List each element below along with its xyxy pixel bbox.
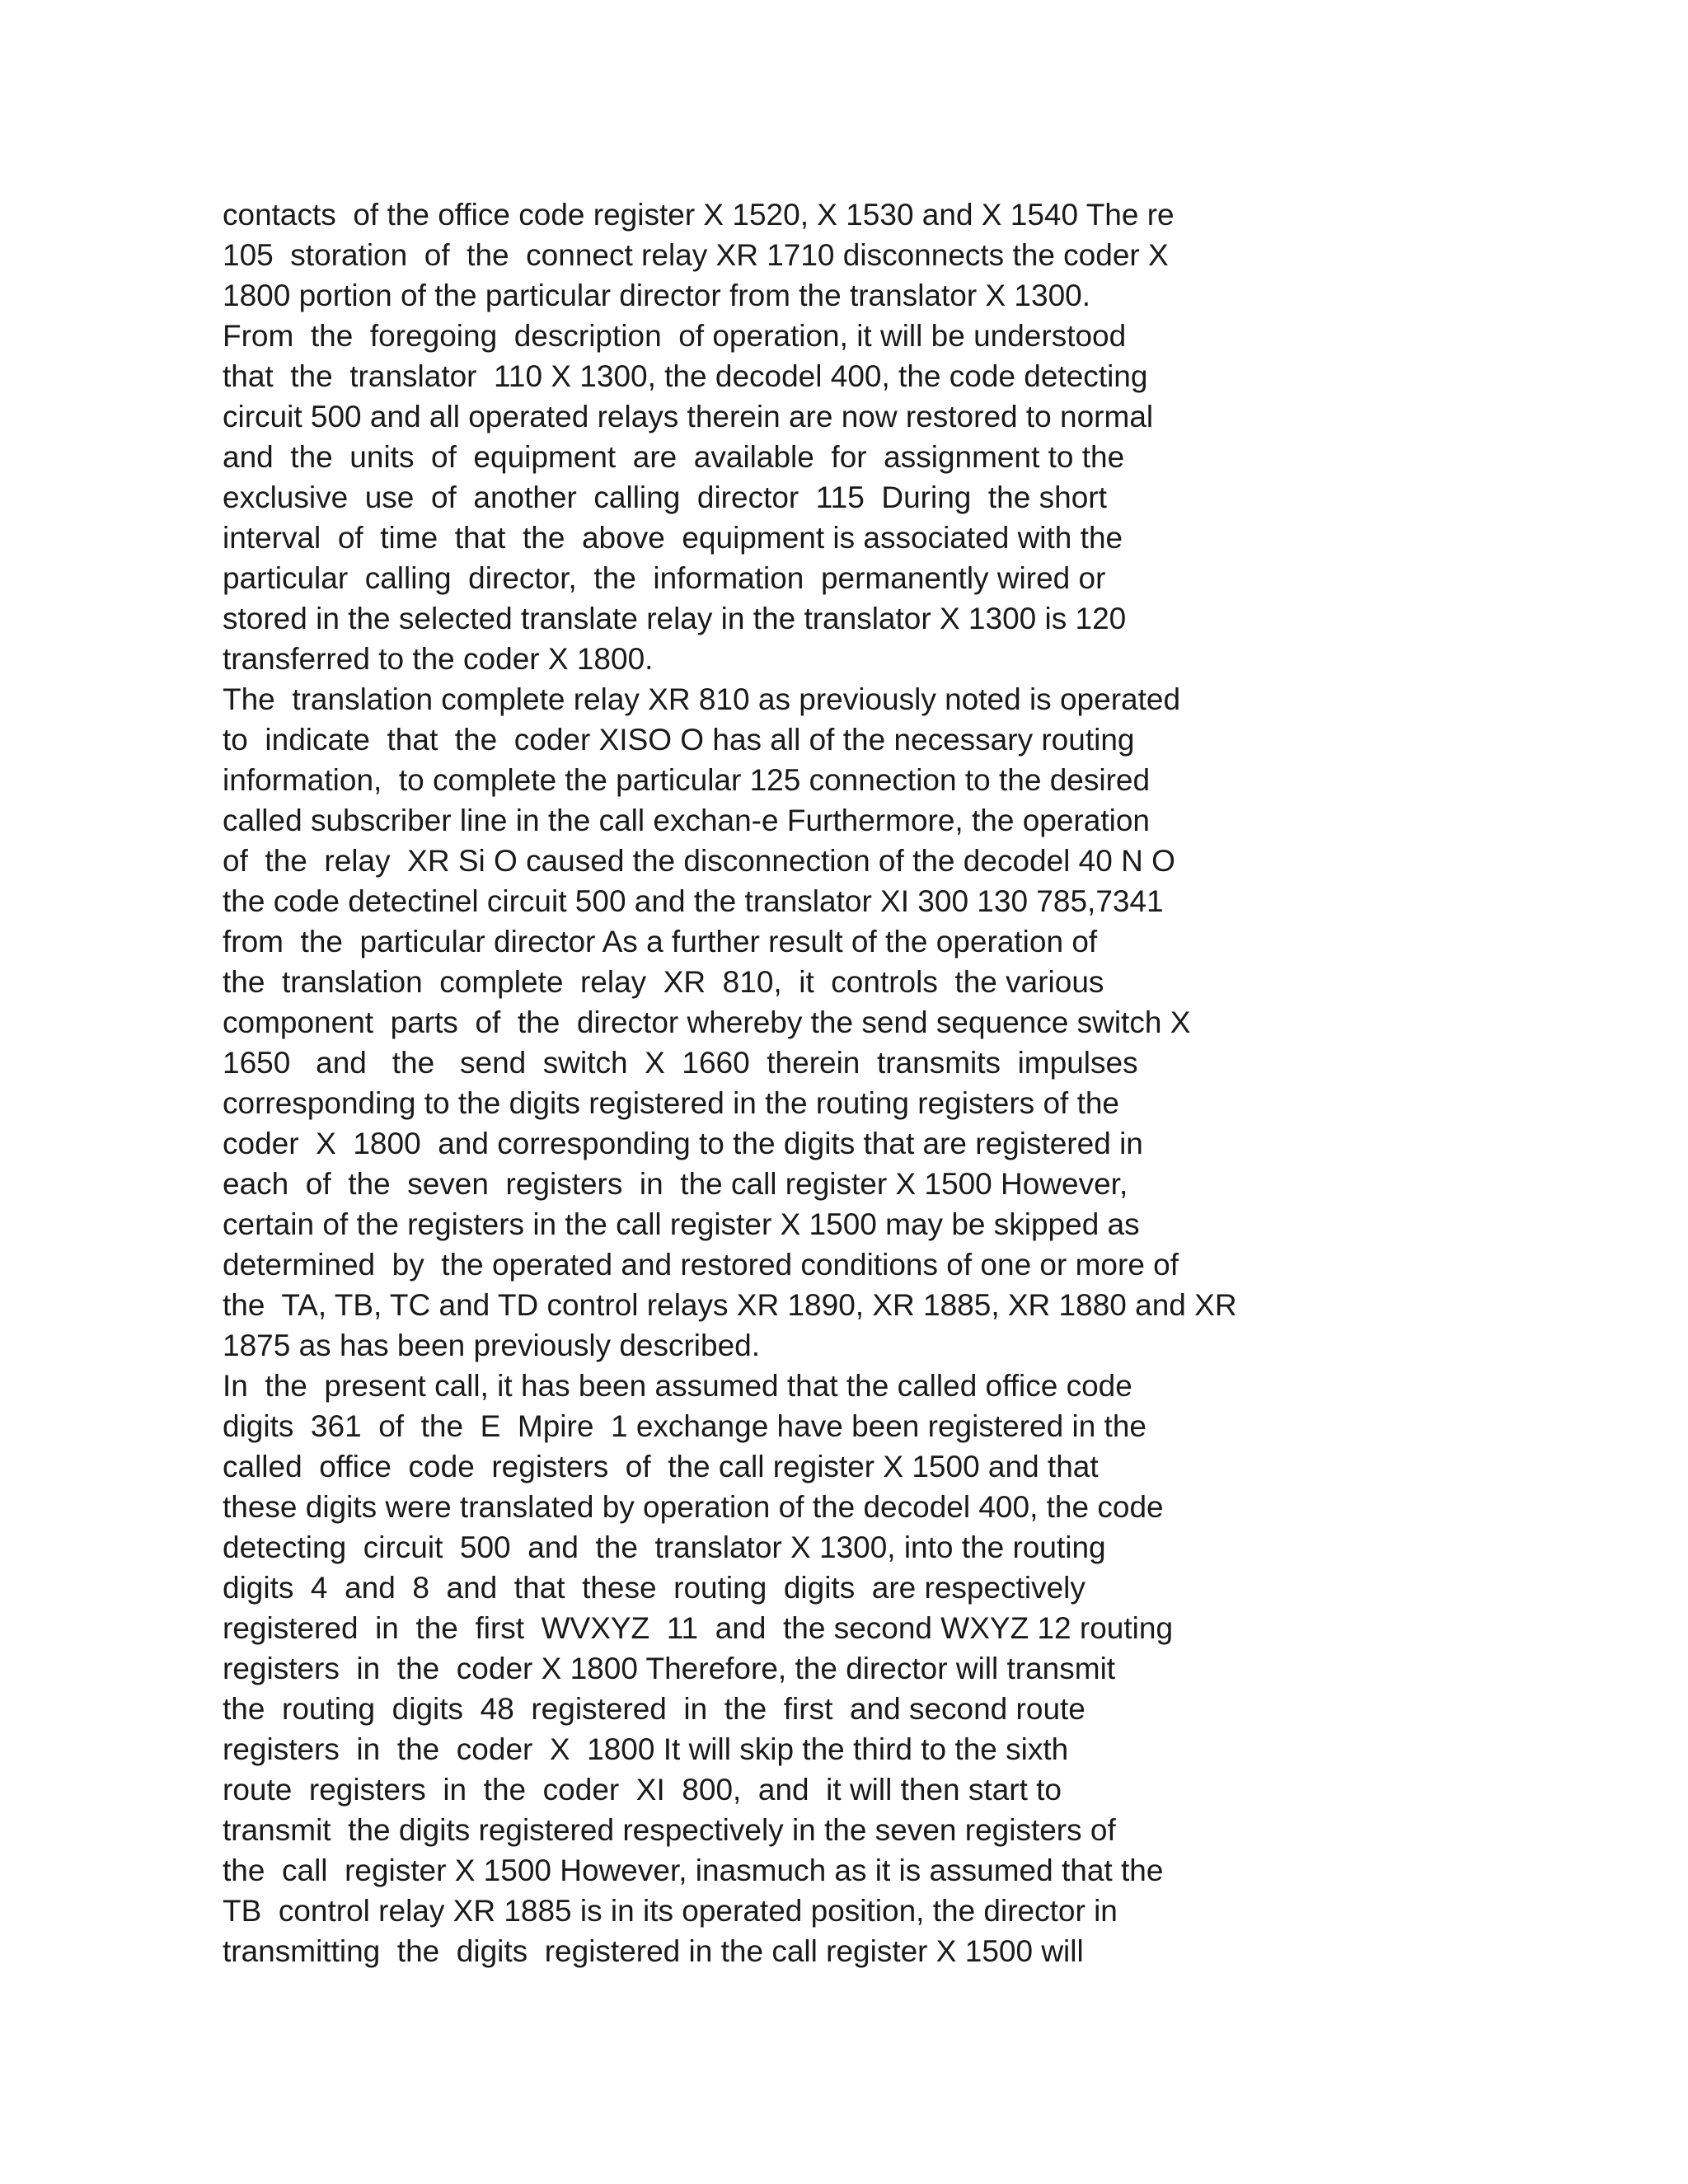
body-text — [223, 194, 1574, 1971]
text-line: particular calling director, the information permanently wired or — [223, 561, 1106, 595]
text-line: determined by the operated and restored conditions of one or more of — [223, 1248, 1179, 1282]
text-line: digits 361 of the E Mpire 1 exchange have been registered in the — [223, 1409, 1146, 1443]
text-line: and the units of equipment are available for assignment to the — [223, 440, 1125, 474]
text-line: contacts of the office code register X 1520, X 1530 and X 1540 The re — [223, 198, 1175, 232]
text-line: coder X 1800 and corresponding to the digits that are registered in — [223, 1127, 1143, 1160]
text-line: the translation complete relay XR 810, it controls the various — [223, 965, 1104, 999]
text-line: 1875 as has been previously described. — [223, 1329, 761, 1362]
text-line: stored in the selected translate relay in the translator X 1300 is 120 — [223, 602, 1127, 635]
text-line: registers in the coder X 1800 It will skip the third to the sixth — [223, 1732, 1069, 1766]
text-line: the routing digits 48 registered in the first and second route — [223, 1692, 1085, 1726]
text-line: information, to complete the particular 125 connection to the desired — [223, 763, 1151, 797]
text-line: these digits were translated by operation of the decodel 400, the code — [223, 1490, 1164, 1524]
text-line: to indicate that the coder XISO O has all of the necessary routing — [223, 723, 1135, 757]
text-line: called office code registers of the call register X 1500 and that — [223, 1450, 1099, 1483]
text-line: digits 4 and 8 and that these routing digits are respectively — [223, 1571, 1085, 1605]
text-line: From the foregoing description of operation, it will be understood — [223, 319, 1127, 353]
text-line: the call register X 1500 However, inasmuch as it is assumed that the — [223, 1854, 1164, 1887]
text-line: 1800 portion of the particular director from the translator X 1300. — [223, 279, 1091, 312]
text-line: The translation complete relay XR 810 as previously noted is operated — [223, 682, 1181, 716]
text-line: registered in the first WVXYZ 11 and the second WXYZ 12 routing — [223, 1611, 1174, 1645]
text-line: corresponding to the digits registered in the routing registers of the — [223, 1086, 1120, 1120]
text-line: that the translator 110 X 1300, the decodel 400, the code detecting — [223, 359, 1148, 393]
text-line: of the relay XR Si O caused the disconnection of the decodel 40 N O — [223, 844, 1175, 878]
text-line: In the present call, it has been assumed that the called office code — [223, 1369, 1132, 1403]
text-line: detecting circuit 500 and the translator X 1300, into the routing — [223, 1530, 1106, 1564]
text-line: 105 storation of the connect relay XR 1710 disconnects the coder X — [223, 238, 1169, 272]
text-line: from the particular director As a further result of the operation of — [223, 925, 1098, 958]
text-line: the code detectinel circuit 500 and the translator XI 300 130 785,7341 — [223, 884, 1164, 918]
text-line: circuit 500 and all operated relays therein are now restored to normal — [223, 400, 1154, 434]
text-line: called subscriber line in the call exchan-e Furthermore, the operation — [223, 804, 1150, 837]
text-line: TB control relay XR 1885 is in its operated position, the director in — [223, 1894, 1118, 1928]
text-line: interval of time that the above equipment is associated with the — [223, 521, 1123, 555]
text-line: 1650 and the send switch X 1660 therein transmits impulses — [223, 1046, 1138, 1080]
text-line: route registers in the coder XI 800, and it will then start to — [223, 1773, 1062, 1807]
text-line: transmit the digits registered respectively in the seven registers of — [223, 1813, 1116, 1847]
text-line: component parts of the director whereby the send sequence switch X — [223, 1005, 1191, 1039]
text-line: exclusive use of another calling director 115 During the short — [223, 480, 1107, 514]
text-line: the TA, TB, TC and TD control relays XR 1890, XR 1885, XR 1880 and XR — [223, 1288, 1237, 1322]
text-line: transmitting the digits registered in the call register X 1500 will — [223, 1934, 1084, 1968]
text-line: registers in the coder X 1800 Therefore, the director will transmit — [223, 1652, 1116, 1685]
text-line: transferred to the coder X 1800. — [223, 642, 654, 676]
text-line: certain of the registers in the call register X 1500 may be skipped as — [223, 1207, 1140, 1241]
text-line: each of the seven registers in the call register X 1500 However, — [223, 1167, 1128, 1201]
